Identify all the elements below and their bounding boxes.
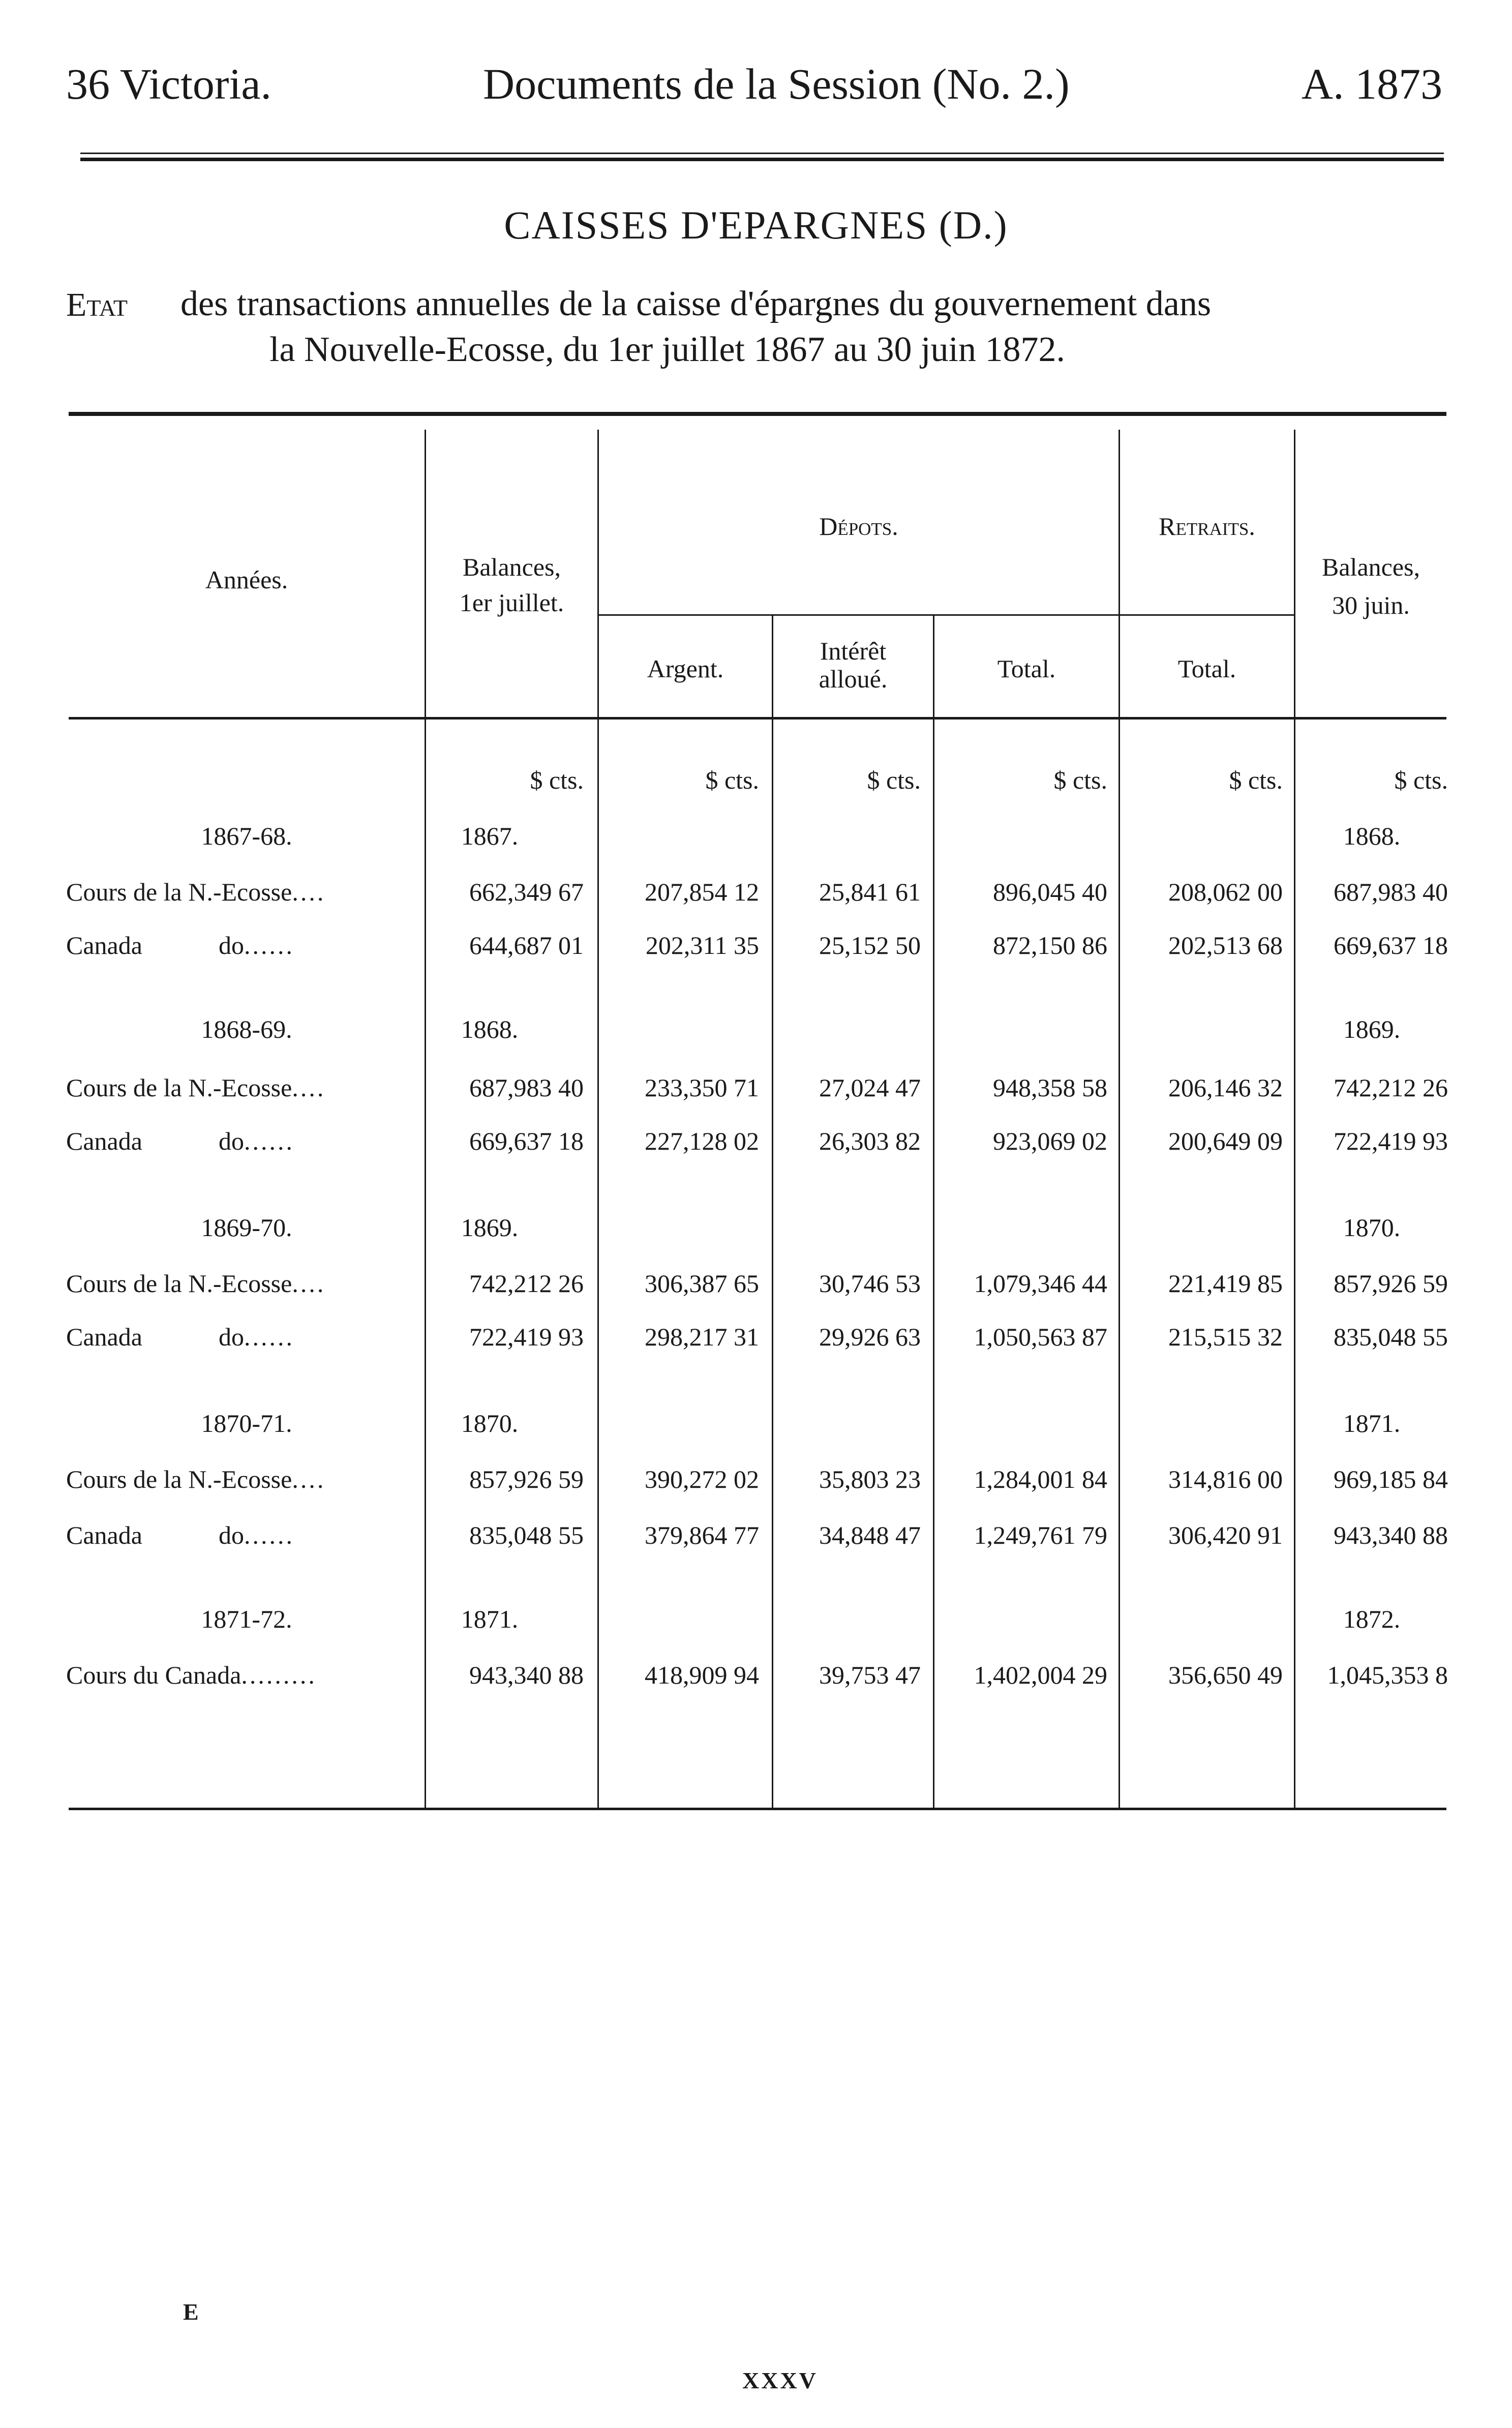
header-balances-juin-line2: 30 juin.	[1332, 591, 1410, 619]
year-start: 1867.	[461, 822, 519, 850]
header-annees: Années.	[205, 565, 288, 594]
value-cell: 208,062 00	[1168, 878, 1283, 906]
value-cell: 742,212 26	[1334, 1073, 1448, 1102]
value-cell: 26,303 82	[819, 1127, 921, 1155]
header-depots-total: Total.	[997, 654, 1056, 683]
row-dots: ......	[244, 1323, 294, 1351]
row-do: do	[218, 1323, 244, 1351]
row-label	[66, 1660, 412, 1690]
value-cell: 896,045 40	[993, 878, 1107, 906]
header-interet-line2: alloué.	[819, 665, 888, 693]
row-name: Cours de la N.-Ecosse	[66, 1465, 292, 1493]
value-cell: 39,753 47	[819, 1661, 921, 1689]
row-label	[66, 1073, 412, 1102]
subtitle-label: Etat	[66, 286, 128, 323]
row-name: Cours de la N.-Ecosse	[66, 1073, 292, 1102]
value-cell: 943,340 88	[1334, 1521, 1448, 1549]
value-cell: 207,854 12	[645, 878, 759, 906]
year-end: 1871.	[1343, 1409, 1401, 1437]
value-cell: 390,272 02	[645, 1465, 759, 1493]
unit-cell: $ cts.	[530, 766, 584, 794]
value-cell: 306,387 65	[645, 1269, 759, 1298]
period-label: 1869-70.	[201, 1213, 292, 1242]
value-cell: 923,069 02	[993, 1127, 1107, 1155]
row-label	[66, 1126, 412, 1156]
value-cell: 25,841 61	[819, 878, 921, 906]
retraits-subrule	[1118, 614, 1294, 616]
year-start: 1869.	[461, 1213, 519, 1242]
header-rule-thick	[80, 158, 1444, 161]
period-label: 1871-72.	[201, 1605, 292, 1633]
page-title: CAISSES D'EPARGNES (D.)	[504, 203, 1008, 247]
subtitle-line-1: des transactions annuelles de la caisse d'épargnes du gouvernement dans	[180, 284, 1212, 323]
value-cell: 30,746 53	[819, 1269, 921, 1298]
value-cell: 29,926 63	[819, 1323, 921, 1351]
page-number: XXXV	[742, 2367, 818, 2393]
period-label: 1867-68.	[201, 822, 292, 850]
row-name: Canada	[66, 931, 142, 960]
row-name: Cours du Canada	[66, 1661, 241, 1689]
row-dots: ......	[244, 1127, 294, 1155]
period-label: 1870-71.	[201, 1409, 292, 1437]
value-cell: 27,024 47	[819, 1073, 921, 1102]
col-divider-1	[425, 430, 426, 1808]
value-cell: 306,420 91	[1168, 1521, 1283, 1549]
value-cell: 835,048 55	[1334, 1323, 1448, 1351]
value-cell: 742,212 26	[469, 1269, 584, 1298]
year-start: 1868.	[461, 1015, 519, 1043]
year-end: 1870.	[1343, 1213, 1401, 1242]
row-dots: .........	[241, 1661, 317, 1689]
value-cell: 206,146 32	[1168, 1073, 1283, 1102]
subtitle-line-2: la Nouvelle-Ecosse, du 1er juillet 1867 au 30 juin 1872.	[269, 330, 1065, 369]
row-dots: ....	[292, 1269, 326, 1298]
value-cell: 722,419 93	[1334, 1127, 1448, 1155]
value-cell: 644,687 01	[469, 931, 584, 960]
value-cell: 687,983 40	[1334, 878, 1448, 906]
header-left: 36 Victoria.	[66, 59, 272, 108]
header-balances-juillet-line1: Balances,	[463, 553, 561, 581]
unit-cell: $ cts.	[1394, 766, 1448, 794]
value-cell: 356,650 49	[1168, 1661, 1283, 1689]
value-cell: 379,864 77	[645, 1521, 759, 1549]
row-name: Cours de la N.-Ecosse	[66, 1269, 292, 1298]
row-do: do	[218, 1127, 244, 1155]
row-label	[66, 931, 412, 960]
value-cell: 298,217 31	[645, 1323, 759, 1351]
header-retraits-total: Total.	[1177, 654, 1236, 683]
value-cell: 35,803 23	[819, 1465, 921, 1493]
row-label	[66, 877, 412, 907]
value-cell: 233,350 71	[645, 1073, 759, 1102]
row-dots: ......	[244, 1521, 294, 1549]
value-cell: 722,419 93	[469, 1323, 584, 1351]
unit-cell: $ cts.	[1229, 766, 1283, 794]
row-do: do	[218, 931, 244, 960]
header-balances-juin-line1: Balances,	[1322, 553, 1420, 581]
col-divider-5	[1118, 430, 1120, 1808]
header-balances-juillet-line2: 1er juillet.	[459, 588, 564, 617]
value-cell: 1,402,004 29	[974, 1661, 1107, 1689]
header-argent: Argent.	[647, 654, 724, 683]
value-cell: 227,128 02	[645, 1127, 759, 1155]
value-cell: 857,926 59	[1334, 1269, 1448, 1298]
table-top-rule	[69, 412, 1446, 416]
value-cell: 1,079,346 44	[974, 1269, 1107, 1298]
row-name: Canada	[66, 1127, 142, 1155]
value-cell: 872,150 86	[993, 931, 1107, 960]
value-cell: 200,649 09	[1168, 1127, 1283, 1155]
year-end: 1868.	[1343, 822, 1401, 850]
row-dots: ....	[292, 1465, 326, 1493]
header-center: Documents de la Session (No. 2.)	[483, 59, 1070, 108]
header-depots: Dépots.	[819, 512, 898, 541]
row-label	[66, 1269, 412, 1298]
table-header-rule	[69, 717, 1446, 720]
signature-mark: E	[183, 2299, 199, 2325]
value-cell: 687,983 40	[469, 1073, 584, 1102]
year-start: 1871.	[461, 1605, 519, 1633]
row-name: Canada	[66, 1521, 142, 1549]
col-divider-2	[597, 430, 599, 1808]
year-end: 1872.	[1343, 1605, 1401, 1633]
year-end: 1869.	[1343, 1015, 1401, 1043]
value-cell: 943,340 88	[469, 1661, 584, 1689]
value-cell: 948,358 58	[993, 1073, 1107, 1102]
unit-cell: $ cts.	[867, 766, 921, 794]
value-cell: 1,045,353 8	[1327, 1661, 1448, 1689]
value-cell: 314,816 00	[1168, 1465, 1283, 1493]
header-retraits: Retraits.	[1159, 512, 1255, 541]
value-cell: 669,637 18	[1334, 931, 1448, 960]
value-cell: 418,909 94	[645, 1661, 759, 1689]
value-cell: 662,349 67	[469, 878, 584, 906]
unit-cell: $ cts.	[1053, 766, 1107, 794]
value-cell: 1,050,563 87	[974, 1323, 1107, 1351]
row-label	[66, 1520, 412, 1550]
table-bottom-rule	[69, 1808, 1446, 1810]
value-cell: 669,637 18	[469, 1127, 584, 1155]
row-dots: ....	[292, 878, 326, 906]
depots-subrule	[597, 614, 1118, 616]
row-do: do	[218, 1521, 244, 1549]
period-label: 1868-69.	[201, 1015, 292, 1043]
value-cell: 1,284,001 84	[974, 1465, 1107, 1493]
value-cell: 25,152 50	[819, 931, 921, 960]
value-cell: 221,419 85	[1168, 1269, 1283, 1298]
header-right: A. 1873	[1302, 59, 1443, 108]
row-dots: ......	[244, 931, 294, 960]
value-cell: 202,513 68	[1168, 931, 1283, 960]
value-cell: 1,249,761 79	[974, 1521, 1107, 1549]
value-cell: 835,048 55	[469, 1521, 584, 1549]
value-cell: 215,515 32	[1168, 1323, 1283, 1351]
header-rule-thin	[80, 153, 1444, 154]
header-interet-line1: Intérêt	[820, 637, 887, 665]
row-dots: ....	[292, 1073, 326, 1102]
value-cell: 34,848 47	[819, 1521, 921, 1549]
year-start: 1870.	[461, 1409, 519, 1437]
row-name: Canada	[66, 1323, 142, 1351]
row-name: Cours de la N.-Ecosse	[66, 878, 292, 906]
row-label	[66, 1322, 412, 1352]
unit-cell: $ cts.	[705, 766, 759, 794]
value-cell: 202,311 35	[645, 931, 759, 960]
col-divider-6	[1294, 430, 1295, 1808]
value-cell: 969,185 84	[1334, 1465, 1448, 1493]
value-cell: 857,926 59	[469, 1465, 584, 1493]
row-label	[66, 1464, 412, 1494]
